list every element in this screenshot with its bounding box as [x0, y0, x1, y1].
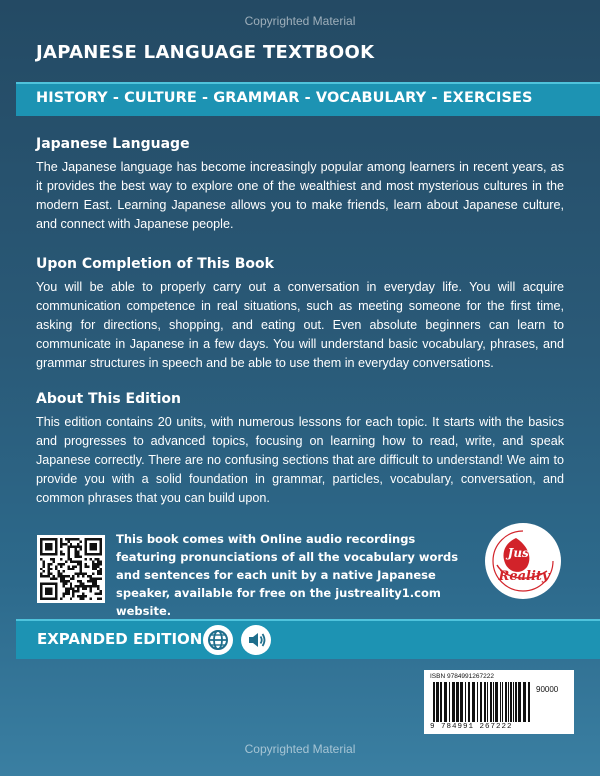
section-about-edition [36, 391, 564, 508]
section-upon-completion [36, 256, 564, 373]
edition-label: EXPANDED EDITION [37, 630, 203, 648]
topics-text: HISTORY - CULTURE - GRAMMAR - VOCABULARY - EXERCISES [36, 90, 533, 106]
just-reality-logo [483, 521, 563, 601]
audio-note: This book comes with Online audio recordings featuring pronunciations of all the vocabulary words and sentences for each unit by a native Japanese speaker, available for free on the justreality1.com website. [116, 532, 459, 618]
watermark-bottom: Copyrighted Material [244, 742, 356, 756]
section-body: You will be able to properly carry out a conversation in everyday life. You will acquire communication competence in real situations, such as meeting someone for the first time, asking for directions, shopping, and eating out. Even absolute beginners can learn to communicate in Japanese in a few days. You will understand basic vocabulary, phrases, and grammar structures in speech and be able to use them in everyday conversations. [36, 280, 564, 370]
section-heading: Japanese Language [36, 136, 190, 152]
section-body: The Japanese language has become increasingly popular among learners in recent years, as it provides the best way to explore one of the wealthiest and most mysterious cultures in the modern East. Learning Japanese allows you to make friends, learn about Japanese culture, and connect with Japanese people. [36, 160, 564, 231]
book-title: JAPANESE LANGUAGE TEXTBOOK [36, 42, 375, 63]
barcode [424, 670, 574, 734]
section-heading: About This Edition [36, 391, 181, 407]
section-japanese-language [36, 136, 564, 234]
isbn-text: ISBN 9784991267222 [430, 673, 494, 680]
logo-word-reality: Reality [498, 569, 550, 584]
barcode-digits: 9 784991 267222 [430, 723, 513, 731]
qr-code-icon[interactable] [37, 535, 105, 603]
topics-band [16, 82, 600, 116]
speaker-icon[interactable] [241, 625, 271, 655]
logo-word-just: Just [507, 546, 535, 560]
watermark-top: Copyrighted Material [244, 14, 356, 28]
price-code: 90000 [536, 685, 559, 694]
section-heading: Upon Completion of This Book [36, 256, 274, 272]
section-body: This edition contains 20 units, with numerous lessons for each topic. It starts with the basics and progresses to advanced topics, focusing on learning how to read, write, and speak Japanese correctly. There are no confusing sections that are difficult to understand! We aim to provide you with a solid foundation in grammar, particles, vocabulary, conversation, and common phrases that you can build upon. [36, 415, 564, 505]
edition-band [16, 619, 600, 659]
barcode-bars [432, 682, 532, 722]
globe-icon[interactable] [203, 625, 233, 655]
